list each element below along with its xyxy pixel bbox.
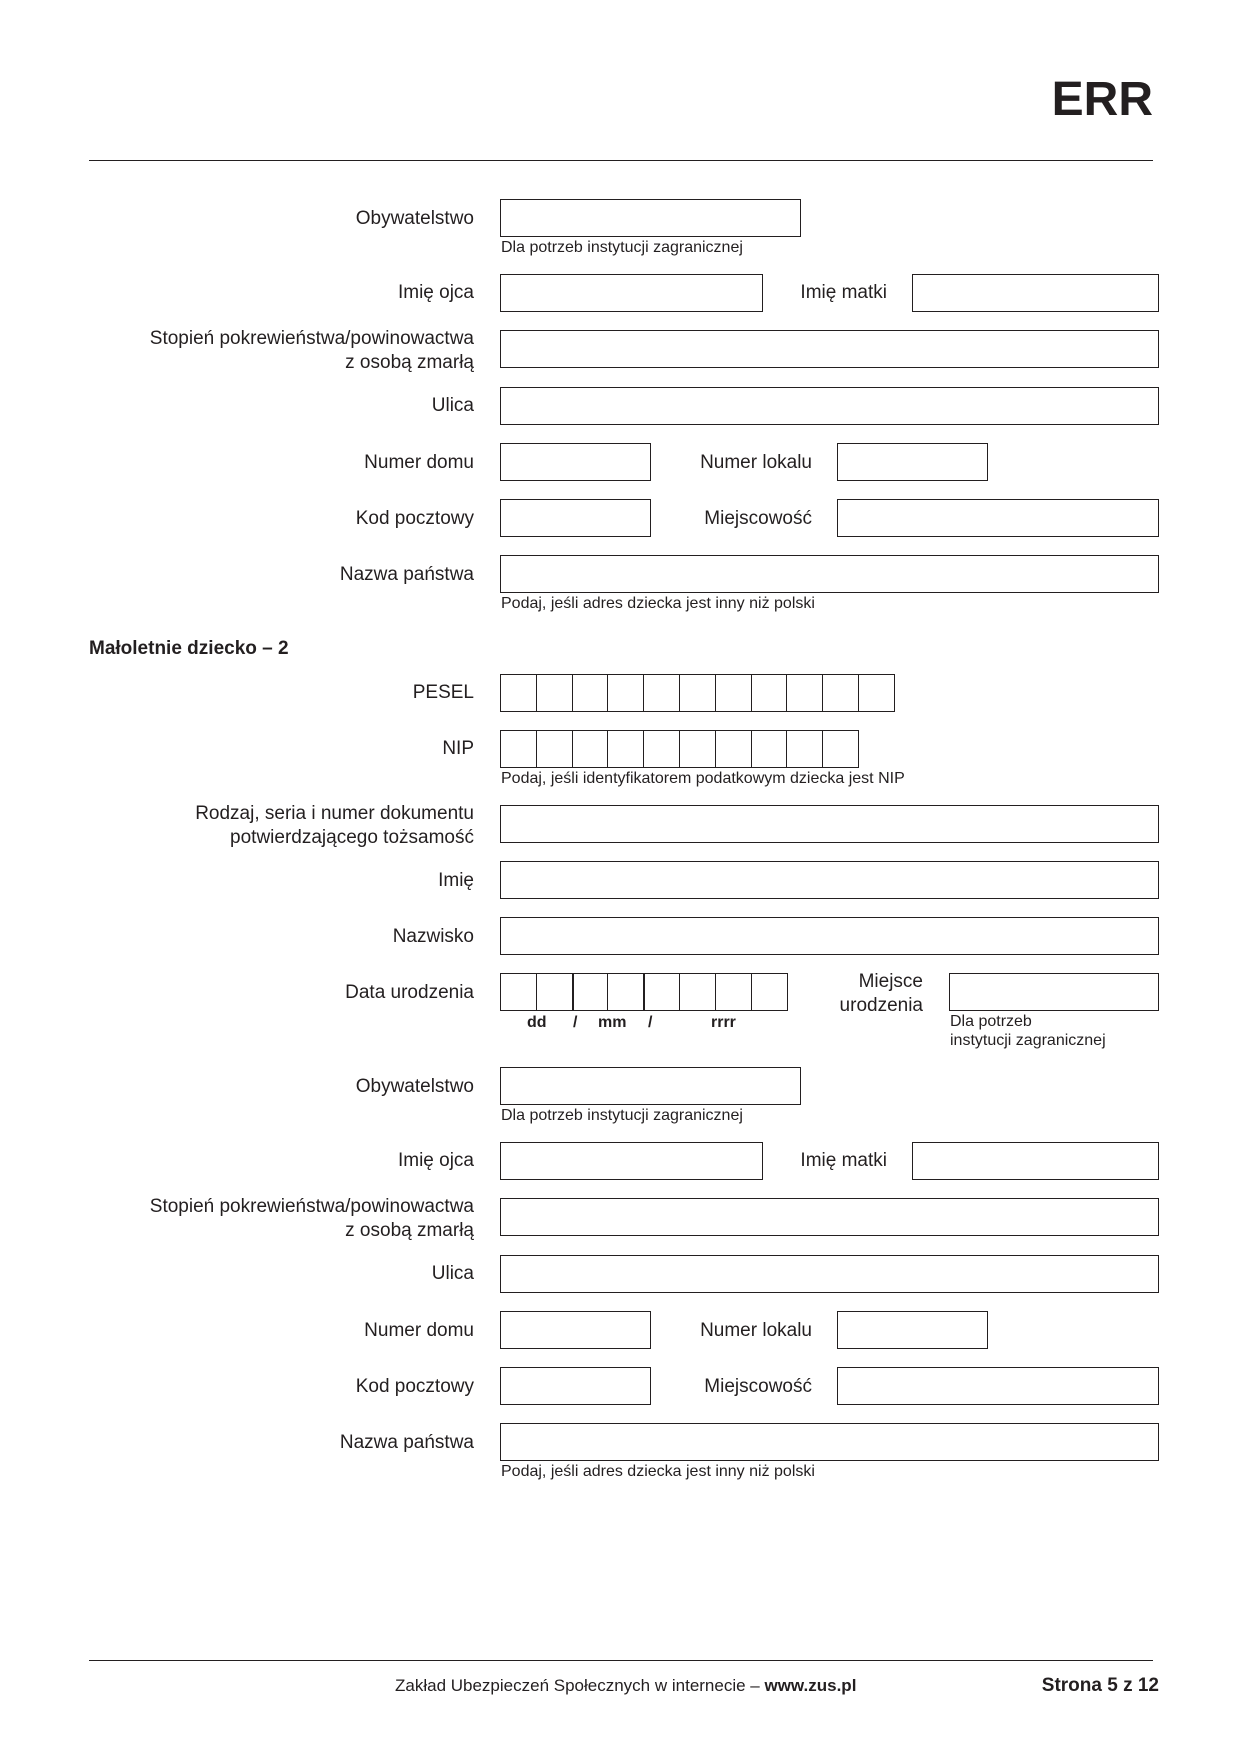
date-format-mm: mm xyxy=(598,1014,627,1031)
street-label: Ulica xyxy=(431,395,474,416)
relation-label-line1: Stopień pokrewieństwa/powinowactwa xyxy=(149,328,474,349)
street-field[interactable] xyxy=(500,387,1159,425)
mother-name-label: Imię matki xyxy=(800,282,887,303)
citizenship-hint: Dla potrzeb instytucji zagranicznej xyxy=(501,239,743,256)
date-format-sep2: / xyxy=(648,1014,653,1031)
relation-label-line1: Stopień pokrewieństwa/powinowactwa xyxy=(149,1196,474,1217)
last-name-field[interactable] xyxy=(500,917,1159,955)
country-field[interactable] xyxy=(500,555,1159,593)
birth-place-field[interactable] xyxy=(949,973,1159,1011)
footer-url[interactable]: www.zus.pl xyxy=(764,1676,857,1695)
birth-place-label-line1: Miejsce xyxy=(858,971,923,992)
pesel-label: PESEL xyxy=(412,682,474,703)
digit-cell[interactable] xyxy=(607,730,644,768)
digit-cell[interactable] xyxy=(751,674,788,712)
digit-cell[interactable] xyxy=(572,973,609,1011)
digit-cell[interactable] xyxy=(536,730,573,768)
mother-name-field[interactable] xyxy=(912,274,1159,312)
digit-cell[interactable] xyxy=(643,674,680,712)
street-label: Ulica xyxy=(431,1263,474,1284)
nip-field[interactable] xyxy=(500,730,859,768)
date-format-yyyy: rrrr xyxy=(711,1014,736,1031)
city-label: Miejscowość xyxy=(704,1376,812,1397)
country-hint: Podaj, jeśli adres dziecka jest inny niż polski xyxy=(501,1463,815,1480)
digit-cell[interactable] xyxy=(643,973,680,1011)
apartment-no-label: Numer lokalu xyxy=(700,1320,812,1341)
relation-label-line2: z osobą zmarłą xyxy=(345,352,474,373)
citizenship-field[interactable] xyxy=(500,1067,801,1105)
first-name-label: Imię xyxy=(438,870,474,891)
digit-cell[interactable] xyxy=(572,674,609,712)
citizenship-hint: Dla potrzeb instytucji zagranicznej xyxy=(501,1107,743,1124)
citizenship-label: Obywatelstwo xyxy=(355,1076,474,1097)
digit-cell[interactable] xyxy=(751,730,788,768)
first-name-field[interactable] xyxy=(500,861,1159,899)
relation-field[interactable] xyxy=(500,1198,1159,1236)
date-format-sep1: / xyxy=(573,1014,578,1031)
birth-place-hint-line1: Dla potrzeb xyxy=(950,1013,1032,1030)
last-name-label: Nazwisko xyxy=(392,926,474,947)
digit-cell[interactable] xyxy=(643,730,680,768)
relation-label-line2: z osobą zmarłą xyxy=(345,1220,474,1241)
digit-cell[interactable] xyxy=(858,674,895,712)
digit-cell[interactable] xyxy=(607,674,644,712)
digit-cell[interactable] xyxy=(786,730,823,768)
country-label: Nazwa państwa xyxy=(339,564,474,585)
country-hint: Podaj, jeśli adres dziecka jest inny niż polski xyxy=(501,595,815,612)
street-field[interactable] xyxy=(500,1255,1159,1293)
header-rule xyxy=(89,160,1153,161)
nip-hint: Podaj, jeśli identyfikatorem podatkowym dziecka jest NIP xyxy=(501,770,905,787)
citizenship-field[interactable] xyxy=(500,199,801,237)
digit-cell[interactable] xyxy=(679,730,716,768)
footer-text: Zakład Ubezpieczeń Społecznych w internecie – xyxy=(395,1676,765,1695)
mother-name-label: Imię matki xyxy=(800,1150,887,1171)
footer-rule xyxy=(89,1660,1153,1661)
digit-cell[interactable] xyxy=(786,674,823,712)
postal-code-label: Kod pocztowy xyxy=(355,508,474,529)
date-format-dd: dd xyxy=(527,1014,547,1031)
id-document-label-line2: potwierdzającego tożsamość xyxy=(230,827,474,848)
father-name-label: Imię ojca xyxy=(397,282,474,303)
house-no-label: Numer domu xyxy=(364,452,474,473)
digit-cell[interactable] xyxy=(715,730,752,768)
city-label: Miejscowość xyxy=(704,508,812,529)
birth-date-label: Data urodzenia xyxy=(345,982,474,1003)
mother-name-field[interactable] xyxy=(912,1142,1159,1180)
country-field[interactable] xyxy=(500,1423,1159,1461)
country-label: Nazwa państwa xyxy=(339,1432,474,1453)
digit-cell[interactable] xyxy=(679,973,716,1011)
apartment-no-field[interactable] xyxy=(837,443,988,481)
house-no-label: Numer domu xyxy=(364,1320,474,1341)
digit-cell[interactable] xyxy=(500,674,537,712)
form-code: ERR xyxy=(1051,73,1153,126)
id-document-label-line1: Rodzaj, seria i numer dokumentu xyxy=(195,803,474,824)
birth-place-label-line2: urodzenia xyxy=(839,995,923,1016)
citizenship-label: Obywatelstwo xyxy=(355,208,474,229)
digit-cell[interactable] xyxy=(500,973,537,1011)
apartment-no-field[interactable] xyxy=(837,1311,988,1349)
father-name-label: Imię ojca xyxy=(397,1150,474,1171)
page-number: Strona 5 z 12 xyxy=(1041,1675,1159,1696)
digit-cell[interactable] xyxy=(679,674,716,712)
digit-cell[interactable] xyxy=(500,730,537,768)
postal-code-label: Kod pocztowy xyxy=(355,1376,474,1397)
pesel-field[interactable] xyxy=(500,674,895,712)
birth-place-hint-line2: instytucji zagranicznej xyxy=(950,1032,1106,1049)
digit-cell[interactable] xyxy=(536,674,573,712)
nip-label: NIP xyxy=(442,738,474,759)
digit-cell[interactable] xyxy=(715,674,752,712)
apartment-no-label: Numer lokalu xyxy=(700,452,812,473)
digit-cell[interactable] xyxy=(822,674,859,712)
relation-field[interactable] xyxy=(500,330,1159,368)
city-field[interactable] xyxy=(837,499,1159,537)
section-heading-child-2: Małoletnie dziecko – 2 xyxy=(89,638,289,659)
digit-cell[interactable] xyxy=(607,973,644,1011)
digit-cell[interactable] xyxy=(572,730,609,768)
digit-cell[interactable] xyxy=(822,730,859,768)
footer-note xyxy=(395,1675,856,1697)
id-document-field[interactable] xyxy=(500,805,1159,843)
digit-cell[interactable] xyxy=(536,973,573,1011)
city-field[interactable] xyxy=(837,1367,1159,1405)
